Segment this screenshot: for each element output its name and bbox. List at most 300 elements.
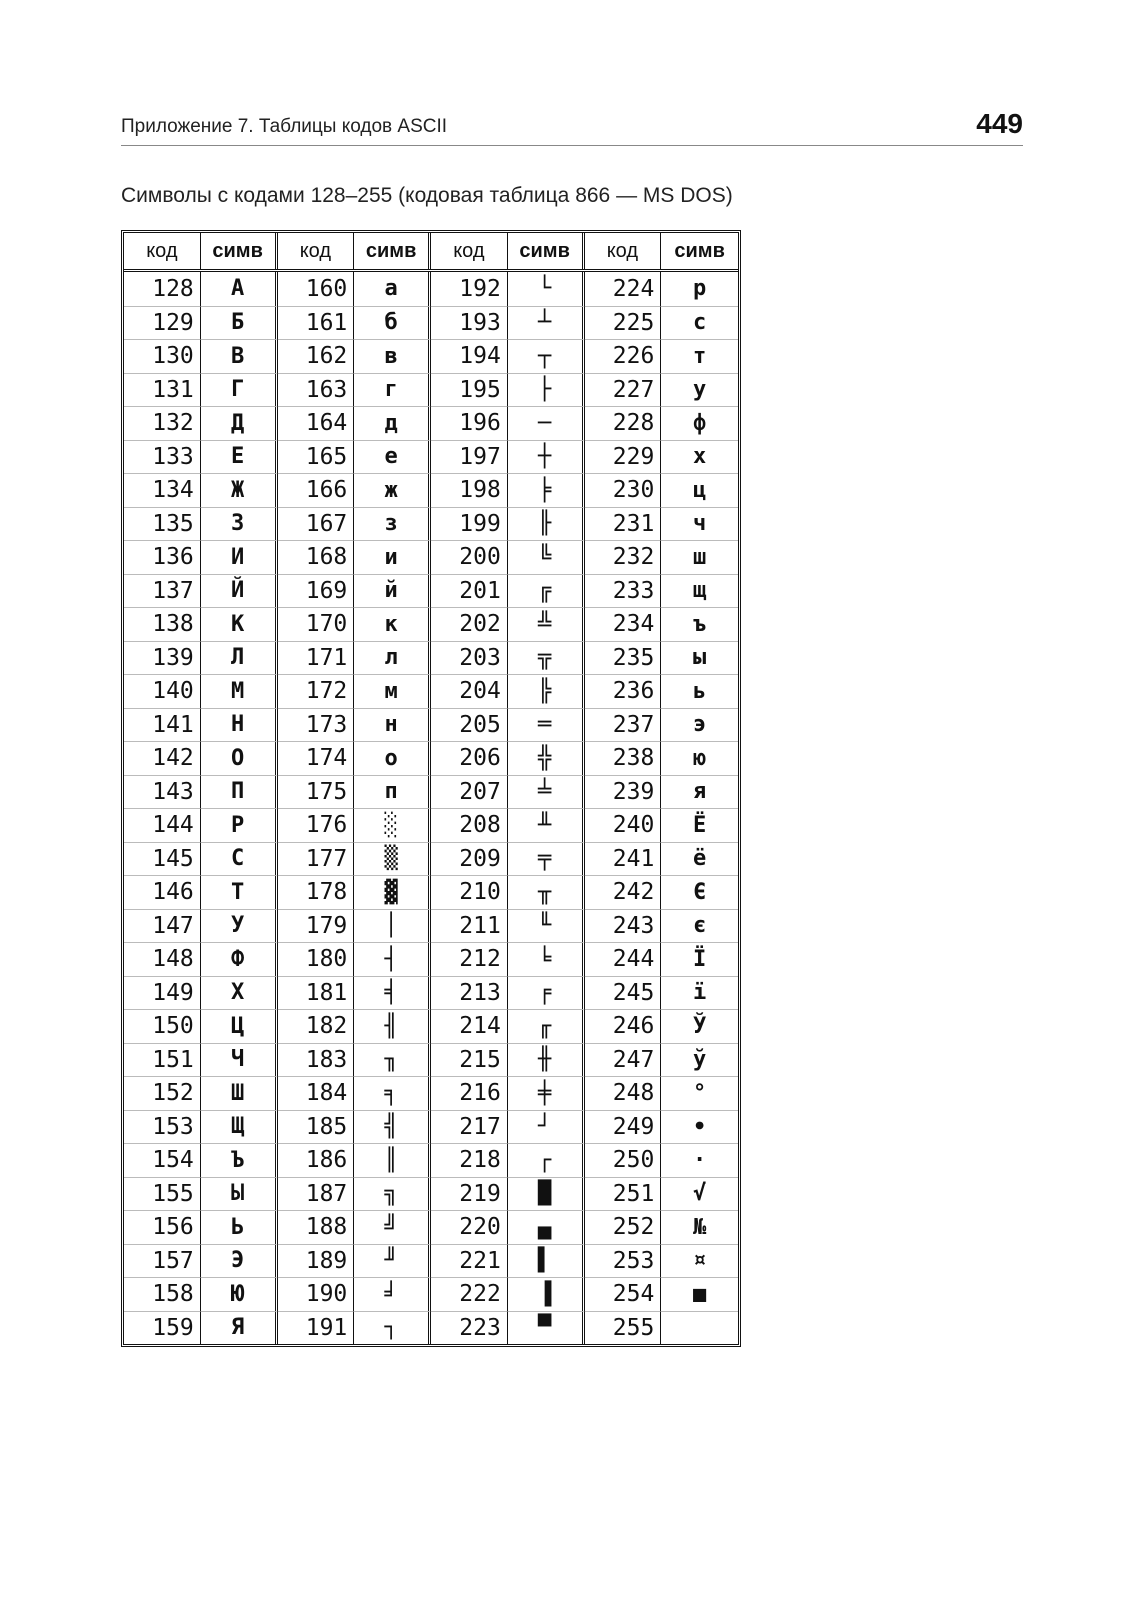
symbol-cell: ь xyxy=(661,674,738,708)
symbol-cell: Я xyxy=(201,1311,278,1345)
code-cell: 140 xyxy=(124,674,201,708)
table-row xyxy=(124,1277,738,1311)
symbol-cell: ю xyxy=(661,741,738,775)
table-row xyxy=(124,373,738,407)
code-cell: 212 xyxy=(431,942,508,976)
symbol-cell: п xyxy=(354,775,431,809)
symbol-cell: ┼ xyxy=(508,440,585,474)
symbol-cell: е xyxy=(354,440,431,474)
symbol-cell: д xyxy=(354,406,431,440)
symbol-cell: └ xyxy=(508,272,585,306)
code-cell: 238 xyxy=(585,741,662,775)
symbol-cell: ╚ xyxy=(508,540,585,574)
symbol-cell: ▄ xyxy=(508,1210,585,1244)
code-cell: 139 xyxy=(124,641,201,675)
symbol-cell: ╣ xyxy=(354,1110,431,1144)
table-row xyxy=(124,1177,738,1211)
table-row xyxy=(124,1311,738,1345)
symbol-cell: Ш xyxy=(201,1076,278,1110)
symbol-cell: ¤ xyxy=(661,1244,738,1278)
code-cell: 196 xyxy=(431,406,508,440)
code-cell: 244 xyxy=(585,942,662,976)
code-cell: 141 xyxy=(124,708,201,742)
symbol-cell: о xyxy=(354,741,431,775)
symbol-cell: ╥ xyxy=(508,875,585,909)
symbol-cell: █ xyxy=(508,1177,585,1211)
code-cell: 130 xyxy=(124,339,201,373)
col-header-code: код xyxy=(585,233,662,269)
code-cell: 231 xyxy=(585,507,662,541)
code-cell: 255 xyxy=(585,1311,662,1345)
col-header-symbol: симв xyxy=(508,233,585,269)
code-cell: 152 xyxy=(124,1076,201,1110)
code-cell: 176 xyxy=(278,808,355,842)
symbol-cell: Э xyxy=(201,1244,278,1278)
symbol-cell: ║ xyxy=(354,1143,431,1177)
code-cell: 228 xyxy=(585,406,662,440)
code-cell: 222 xyxy=(431,1277,508,1311)
symbol-cell: ╡ xyxy=(354,976,431,1010)
symbol-cell: ъ xyxy=(661,607,738,641)
code-cell: 173 xyxy=(278,708,355,742)
symbol-cell: И xyxy=(201,540,278,574)
code-cell: 191 xyxy=(278,1311,355,1345)
symbol-cell: Х xyxy=(201,976,278,1010)
table-row xyxy=(124,1210,738,1244)
code-cell: 226 xyxy=(585,339,662,373)
code-cell: 239 xyxy=(585,775,662,809)
code-cell: 209 xyxy=(431,842,508,876)
code-cell: 198 xyxy=(431,473,508,507)
symbol-cell: ┬ xyxy=(508,339,585,373)
symbol-cell: │ xyxy=(354,909,431,943)
symbol-cell: Л xyxy=(201,641,278,675)
code-cell: 195 xyxy=(431,373,508,407)
code-cell: 184 xyxy=(278,1076,355,1110)
symbol-cell: ж xyxy=(354,473,431,507)
code-cell: 225 xyxy=(585,306,662,340)
symbol-cell: ╗ xyxy=(354,1177,431,1211)
code-cell: 137 xyxy=(124,574,201,608)
symbol-cell xyxy=(661,1311,738,1345)
symbol-cell: ∙ xyxy=(661,1110,738,1144)
symbol-cell: Ъ xyxy=(201,1143,278,1177)
symbol-cell: П xyxy=(201,775,278,809)
table-body xyxy=(124,272,738,1344)
symbol-cell: · xyxy=(661,1143,738,1177)
header-divider xyxy=(121,145,1023,146)
symbol-cell: З xyxy=(201,507,278,541)
symbol-cell: Ю xyxy=(201,1277,278,1311)
code-cell: 214 xyxy=(431,1009,508,1043)
code-cell: 158 xyxy=(124,1277,201,1311)
code-cell: 170 xyxy=(278,607,355,641)
code-cell: 149 xyxy=(124,976,201,1010)
symbol-cell: ы xyxy=(661,641,738,675)
table-header-row xyxy=(124,233,738,272)
symbol-cell: т xyxy=(661,339,738,373)
code-cell: 245 xyxy=(585,976,662,1010)
symbol-cell: Ф xyxy=(201,942,278,976)
code-cell: 252 xyxy=(585,1210,662,1244)
symbol-cell: ╔ xyxy=(508,574,585,608)
code-cell: 233 xyxy=(585,574,662,608)
table-row xyxy=(124,574,738,608)
symbol-cell: К xyxy=(201,607,278,641)
table-row xyxy=(124,406,738,440)
symbol-cell: Щ xyxy=(201,1110,278,1144)
symbol-cell: ▀ xyxy=(508,1311,585,1345)
table-row xyxy=(124,875,738,909)
symbol-cell: ┌ xyxy=(508,1143,585,1177)
code-cell: 220 xyxy=(431,1210,508,1244)
symbol-cell: № xyxy=(661,1210,738,1244)
code-cell: 237 xyxy=(585,708,662,742)
col-header-code: код xyxy=(278,233,355,269)
symbol-cell: ╢ xyxy=(354,1009,431,1043)
code-cell: 132 xyxy=(124,406,201,440)
symbol-cell: Б xyxy=(201,306,278,340)
symbol-cell: ■ xyxy=(661,1277,738,1311)
symbol-cell: ╓ xyxy=(508,1009,585,1043)
table-row xyxy=(124,775,738,809)
col-header-symbol: симв xyxy=(201,233,278,269)
table-row xyxy=(124,607,738,641)
symbol-cell: А xyxy=(201,272,278,306)
symbol-cell: ╟ xyxy=(508,507,585,541)
symbol-cell: Р xyxy=(201,808,278,842)
symbol-cell: ▓ xyxy=(354,875,431,909)
code-cell: 215 xyxy=(431,1043,508,1077)
code-cell: 156 xyxy=(124,1210,201,1244)
code-cell: 202 xyxy=(431,607,508,641)
code-cell: 129 xyxy=(124,306,201,340)
symbol-cell: ц xyxy=(661,473,738,507)
page-number: 449 xyxy=(976,108,1023,139)
code-cell: 138 xyxy=(124,607,201,641)
code-cell: 249 xyxy=(585,1110,662,1144)
symbol-cell: ╩ xyxy=(508,607,585,641)
code-cell: 159 xyxy=(124,1311,201,1345)
symbol-cell: ╪ xyxy=(508,1076,585,1110)
code-cell: 131 xyxy=(124,373,201,407)
symbol-cell: ё xyxy=(661,842,738,876)
table-row xyxy=(124,272,738,306)
col-header-code: код xyxy=(124,233,201,269)
symbol-cell: щ xyxy=(661,574,738,608)
code-cell: 135 xyxy=(124,507,201,541)
code-cell: 251 xyxy=(585,1177,662,1211)
code-cell: 134 xyxy=(124,473,201,507)
symbol-cell: ╫ xyxy=(508,1043,585,1077)
symbol-cell: ╧ xyxy=(508,775,585,809)
symbol-cell: Й xyxy=(201,574,278,608)
code-cell: 207 xyxy=(431,775,508,809)
symbol-cell: ╛ xyxy=(354,1277,431,1311)
code-cell: 183 xyxy=(278,1043,355,1077)
code-cell: 194 xyxy=(431,339,508,373)
symbol-cell: ╙ xyxy=(508,909,585,943)
code-cell: 217 xyxy=(431,1110,508,1144)
symbol-cell: ═ xyxy=(508,708,585,742)
symbol-cell: ┴ xyxy=(508,306,585,340)
symbol-cell: Ц xyxy=(201,1009,278,1043)
table-row xyxy=(124,842,738,876)
code-cell: 181 xyxy=(278,976,355,1010)
code-cell: 232 xyxy=(585,540,662,574)
code-cell: 241 xyxy=(585,842,662,876)
symbol-cell: ╨ xyxy=(508,808,585,842)
symbol-cell: ╖ xyxy=(354,1043,431,1077)
code-cell: 174 xyxy=(278,741,355,775)
code-cell: 179 xyxy=(278,909,355,943)
code-cell: 205 xyxy=(431,708,508,742)
table-row xyxy=(124,674,738,708)
symbol-cell: Ў xyxy=(661,1009,738,1043)
code-cell: 206 xyxy=(431,741,508,775)
table-row xyxy=(124,942,738,976)
symbol-cell: Ы xyxy=(201,1177,278,1211)
code-cell: 163 xyxy=(278,373,355,407)
code-cell: 216 xyxy=(431,1076,508,1110)
code-cell: 167 xyxy=(278,507,355,541)
table-row xyxy=(124,473,738,507)
code-cell: 230 xyxy=(585,473,662,507)
code-cell: 175 xyxy=(278,775,355,809)
code-cell: 219 xyxy=(431,1177,508,1211)
code-cell: 243 xyxy=(585,909,662,943)
symbol-cell: а xyxy=(354,272,431,306)
table-caption: Символы с кодами 128–255 (кодовая таблица 866 — MS DOS) xyxy=(121,184,733,207)
code-cell: 247 xyxy=(585,1043,662,1077)
code-cell: 201 xyxy=(431,574,508,608)
table-row xyxy=(124,540,738,574)
symbol-cell: ▌ xyxy=(508,1244,585,1278)
symbol-cell: б xyxy=(354,306,431,340)
symbol-cell: ў xyxy=(661,1043,738,1077)
code-cell: 235 xyxy=(585,641,662,675)
code-cell: 165 xyxy=(278,440,355,474)
code-cell: 208 xyxy=(431,808,508,842)
symbol-cell: в xyxy=(354,339,431,373)
code-cell: 223 xyxy=(431,1311,508,1345)
symbol-cell: я xyxy=(661,775,738,809)
symbol-cell: Т xyxy=(201,875,278,909)
symbol-cell: Е xyxy=(201,440,278,474)
code-cell: 203 xyxy=(431,641,508,675)
code-cell: 250 xyxy=(585,1143,662,1177)
table-row xyxy=(124,1110,738,1144)
code-cell: 161 xyxy=(278,306,355,340)
running-header: Приложение 7. Таблицы кодов ASCII xyxy=(121,116,448,137)
symbol-cell: ┘ xyxy=(508,1110,585,1144)
symbol-cell: Є xyxy=(661,875,738,909)
code-cell: 190 xyxy=(278,1277,355,1311)
code-cell: 155 xyxy=(124,1177,201,1211)
table-row xyxy=(124,1143,738,1177)
table-row xyxy=(124,976,738,1010)
code-cell: 182 xyxy=(278,1009,355,1043)
code-cell: 168 xyxy=(278,540,355,574)
symbol-cell: ├ xyxy=(508,373,585,407)
symbol-cell: у xyxy=(661,373,738,407)
code-cell: 154 xyxy=(124,1143,201,1177)
code-cell: 211 xyxy=(431,909,508,943)
symbol-cell: х xyxy=(661,440,738,474)
symbol-cell: ╒ xyxy=(508,976,585,1010)
symbol-cell: О xyxy=(201,741,278,775)
code-table xyxy=(121,230,741,1347)
table-row xyxy=(124,741,738,775)
code-cell: 142 xyxy=(124,741,201,775)
code-cell: 133 xyxy=(124,440,201,474)
symbol-cell: м xyxy=(354,674,431,708)
code-cell: 197 xyxy=(431,440,508,474)
symbol-cell: ╬ xyxy=(508,741,585,775)
symbol-cell: н xyxy=(354,708,431,742)
code-cell: 150 xyxy=(124,1009,201,1043)
code-cell: 218 xyxy=(431,1143,508,1177)
code-cell: 221 xyxy=(431,1244,508,1278)
symbol-cell: ╤ xyxy=(508,842,585,876)
symbol-cell: В xyxy=(201,339,278,373)
symbol-cell: Ж xyxy=(201,473,278,507)
symbol-cell: г xyxy=(354,373,431,407)
symbol-cell: М xyxy=(201,674,278,708)
code-cell: 187 xyxy=(278,1177,355,1211)
code-cell: 164 xyxy=(278,406,355,440)
col-header-symbol: симв xyxy=(354,233,431,269)
code-cell: 242 xyxy=(585,875,662,909)
symbol-cell: с xyxy=(661,306,738,340)
code-cell: 204 xyxy=(431,674,508,708)
code-cell: 227 xyxy=(585,373,662,407)
symbol-cell: ї xyxy=(661,976,738,1010)
symbol-cell: ┐ xyxy=(354,1311,431,1345)
col-header-code: код xyxy=(431,233,508,269)
code-cell: 177 xyxy=(278,842,355,876)
table-row xyxy=(124,909,738,943)
code-cell: 253 xyxy=(585,1244,662,1278)
code-cell: 210 xyxy=(431,875,508,909)
symbol-cell: √ xyxy=(661,1177,738,1211)
code-cell: 199 xyxy=(431,507,508,541)
code-cell: 171 xyxy=(278,641,355,675)
code-cell: 193 xyxy=(431,306,508,340)
code-cell: 254 xyxy=(585,1277,662,1311)
table-row xyxy=(124,440,738,474)
symbol-cell: Ч xyxy=(201,1043,278,1077)
code-cell: 213 xyxy=(431,976,508,1010)
symbol-cell: ч xyxy=(661,507,738,541)
code-cell: 144 xyxy=(124,808,201,842)
table-row xyxy=(124,339,738,373)
code-cell: 169 xyxy=(278,574,355,608)
symbol-cell: Ї xyxy=(661,942,738,976)
code-cell: 185 xyxy=(278,1110,355,1144)
symbol-cell: ┤ xyxy=(354,942,431,976)
code-cell: 166 xyxy=(278,473,355,507)
symbol-cell: л xyxy=(354,641,431,675)
code-cell: 246 xyxy=(585,1009,662,1043)
symbol-cell: є xyxy=(661,909,738,943)
symbol-cell: Ь xyxy=(201,1210,278,1244)
symbol-cell: С xyxy=(201,842,278,876)
code-cell: 143 xyxy=(124,775,201,809)
symbol-cell: ░ xyxy=(354,808,431,842)
code-cell: 240 xyxy=(585,808,662,842)
code-cell: 157 xyxy=(124,1244,201,1278)
code-cell: 192 xyxy=(431,272,508,306)
code-cell: 162 xyxy=(278,339,355,373)
code-cell: 234 xyxy=(585,607,662,641)
table-row xyxy=(124,1043,738,1077)
col-header-symbol: симв xyxy=(674,239,725,262)
symbol-cell: к xyxy=(354,607,431,641)
symbol-cell: ╦ xyxy=(508,641,585,675)
symbol-cell: Н xyxy=(201,708,278,742)
code-cell: 145 xyxy=(124,842,201,876)
symbol-cell: ╜ xyxy=(354,1244,431,1278)
code-cell: 178 xyxy=(278,875,355,909)
code-cell: 180 xyxy=(278,942,355,976)
code-cell: 186 xyxy=(278,1143,355,1177)
table-row xyxy=(124,306,738,340)
code-cell: 146 xyxy=(124,875,201,909)
table-row xyxy=(124,808,738,842)
symbol-cell: ▐ xyxy=(508,1277,585,1311)
code-cell: 136 xyxy=(124,540,201,574)
symbol-cell: Г xyxy=(201,373,278,407)
symbol-cell: р xyxy=(693,276,707,302)
table-row xyxy=(124,1009,738,1043)
code-cell: 148 xyxy=(124,942,201,976)
code-cell: 151 xyxy=(124,1043,201,1077)
symbol-cell: ╝ xyxy=(354,1210,431,1244)
table-row xyxy=(124,507,738,541)
symbol-cell: Ё xyxy=(661,808,738,842)
code-cell: 224 xyxy=(585,272,662,306)
symbol-cell: Д xyxy=(201,406,278,440)
table-row xyxy=(124,708,738,742)
code-cell: 153 xyxy=(124,1110,201,1144)
symbol-cell: ╕ xyxy=(354,1076,431,1110)
code-cell: 160 xyxy=(278,272,355,306)
table-row xyxy=(124,1244,738,1278)
code-cell: 128 xyxy=(124,272,201,306)
symbol-cell: ° xyxy=(661,1076,738,1110)
symbol-cell: ─ xyxy=(508,406,585,440)
code-cell: 189 xyxy=(278,1244,355,1278)
symbol-cell: й xyxy=(354,574,431,608)
symbol-cell: э xyxy=(661,708,738,742)
table-row xyxy=(124,1076,738,1110)
symbol-cell: ╠ xyxy=(508,674,585,708)
symbol-cell: з xyxy=(354,507,431,541)
symbol-cell: ╘ xyxy=(508,942,585,976)
code-cell: 236 xyxy=(585,674,662,708)
code-cell: 229 xyxy=(585,440,662,474)
table-row xyxy=(124,641,738,675)
symbol-cell: ▒ xyxy=(354,842,431,876)
code-cell: 147 xyxy=(124,909,201,943)
symbol-cell: ф xyxy=(661,406,738,440)
symbol-cell: У xyxy=(201,909,278,943)
code-cell: 188 xyxy=(278,1210,355,1244)
code-cell: 248 xyxy=(585,1076,662,1110)
symbol-cell: ╞ xyxy=(508,473,585,507)
symbol-cell: ш xyxy=(661,540,738,574)
